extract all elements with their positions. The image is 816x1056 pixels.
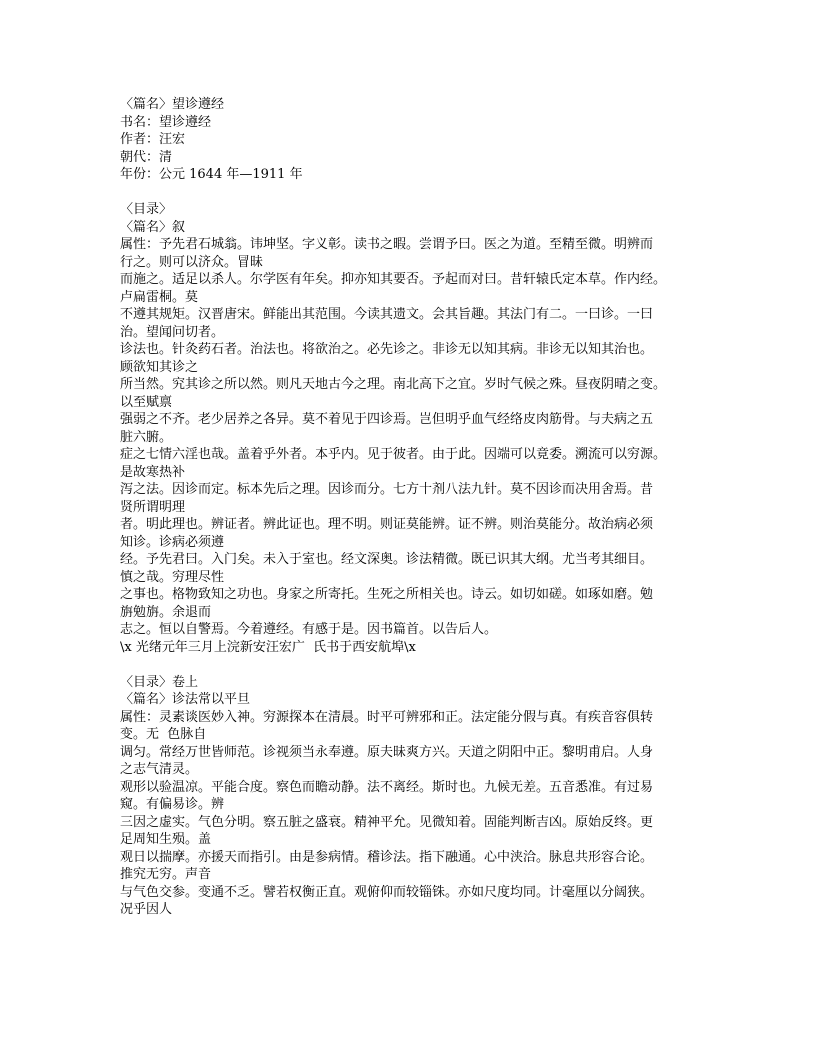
- doc-heading: 〈篇名〉望诊遵经: [120, 97, 225, 112]
- text-line: 旃勉旃。余退而: [120, 604, 212, 620]
- text-line: 经。予先君曰。入门矣。未入于室也。经文深奥。诊法精微。既已识其大纲。尤当考其细目。: [120, 552, 654, 567]
- section-title: 〈篇名〉诊法常以平旦: [120, 692, 251, 707]
- text-line: 治。望闻问切者。: [120, 324, 225, 340]
- text-line: 调匀。常经万世皆师范。诊视须当永奉遵。原夫昧爽方兴。天道之阴阳中正。黎明甫启。人身: [120, 744, 654, 760]
- spacer: [120, 184, 700, 202]
- text-line: 而施之。适足以杀人。尔学医有年矣。抑亦知其要否。予起而对曰。昔轩辕氏定本草。作内经。: [120, 272, 667, 287]
- text-line: 所当然。究其诊之所以然。则凡天地古今之理。南北高下之宜。岁时气候之殊。昼夜阴晴之变。: [120, 377, 667, 392]
- text-line: 顾欲知其诊之: [120, 359, 199, 375]
- text-line: 推究无穷。声音: [120, 867, 212, 882]
- text-line: 之事也。格物致知之功也。身家之所寄托。生死之所相关也。诗云。如切如磋。如琢如磨。勉: [120, 587, 654, 602]
- text-line: 症之七情六淫也哉。盖着乎外者。本乎内。见于彼者。由于此。因端可以竟委。溯流可以穷源。: [120, 447, 667, 462]
- years: 年份：公元 1644 年—1911 年: [120, 167, 303, 182]
- text-line: 知诊。诊病必须遵: [120, 534, 225, 550]
- section-body: [120, 709, 700, 919]
- text-line: 诊法也。针灸药石者。治法也。将欲治之。必先诊之。非诊无以知其病。非诊无以知其治也。: [120, 342, 654, 357]
- text-line: 脏六腑。: [120, 429, 173, 445]
- text-line: 与气色交参。变通不乏。譬若权衡正直。观俯仰而较锱铢。亦如尺度均同。计毫厘以分阔狭。: [120, 884, 654, 900]
- toc-heading: 〈目录〉: [120, 202, 173, 217]
- dynasty: 朝代：清: [120, 149, 173, 165]
- section-volume-1: [120, 674, 700, 919]
- text-line: 不遵其规矩。汉晋唐宋。鲜能出其范围。今读其遗文。会其旨趣。其法门有二。一曰诊。一曰: [120, 307, 654, 322]
- text-line: 变。无 色脉自: [120, 727, 207, 742]
- text-line: \x 光绪元年三月上浣新安汪宏广 氏书于西安航埠\x: [120, 639, 416, 655]
- text-line: 是故寒热补: [120, 464, 186, 480]
- text-line: 况乎因人: [120, 902, 173, 917]
- text-line: 观形以验温凉。平能合度。察色而瞻动静。法不离经。斯时也。九候无差。五音悉准。有过易: [120, 779, 654, 795]
- text-line: 泻之法。因诊而定。标本先后之理。因诊而分。七方十剂八法九针。莫不因诊而决用舍焉。昔: [120, 482, 654, 497]
- text-line: 贤所谓明理: [120, 499, 186, 515]
- text-line: 志之。恒以自警焉。今着遵经。有感于是。因书篇首。以告后人。: [120, 622, 498, 637]
- text-line: 慎之哉。穷理尽性: [120, 569, 225, 585]
- section-body: [120, 236, 700, 656]
- text-line: 三因之虚实。气色分明。察五脏之盛衰。精神平允。见微知着。固能判断吉凶。原始反终。更: [120, 814, 654, 830]
- text-line: 之志气清灵。: [120, 762, 199, 777]
- book-name: 书名：望诊遵经: [120, 114, 212, 130]
- text-line: 窥。有偏易诊。辨: [120, 797, 225, 812]
- text-line: 属性：予先君石城翁。讳坤坚。字义彰。读书之暇。尝谓予曰。医之为道。至精至微。明辨而: [120, 237, 654, 252]
- text-line: 卢扁雷桐。莫: [120, 289, 199, 305]
- text-line: 者。明此理也。辨证者。辨此证也。理不明。则证莫能辨。证不辨。则治莫能分。故治病必须: [120, 517, 654, 532]
- toc-heading: 〈目录〉卷上: [120, 674, 199, 690]
- meta-block: [120, 96, 700, 184]
- author: 作者：汪宏: [120, 132, 186, 147]
- text-line: 以至赋禀: [120, 394, 173, 410]
- text-line: 强弱之不齐。老少居养之各异。莫不着见于四诊焉。岂但明乎血气经络皮肉筋骨。与夫病之五: [120, 412, 654, 427]
- document-page: [120, 96, 700, 919]
- text-line: 行之。则可以济众。冒昧: [120, 254, 264, 270]
- text-line: 足周知生殒。盖: [120, 832, 212, 847]
- spacer: [120, 656, 700, 674]
- section-preface: [120, 201, 700, 656]
- section-title: 〈篇名〉叙: [120, 219, 186, 235]
- text-line: 属性：灵素谈医妙入神。穷源探本在清晨。时平可辨邪和正。法定能分假与真。有疾音容俱转: [120, 709, 654, 725]
- text-line: 观日以揣摩。亦援天而指引。由是参病情。稽诊法。指下融通。心中浃洽。脉息共形容合论。: [120, 849, 654, 865]
